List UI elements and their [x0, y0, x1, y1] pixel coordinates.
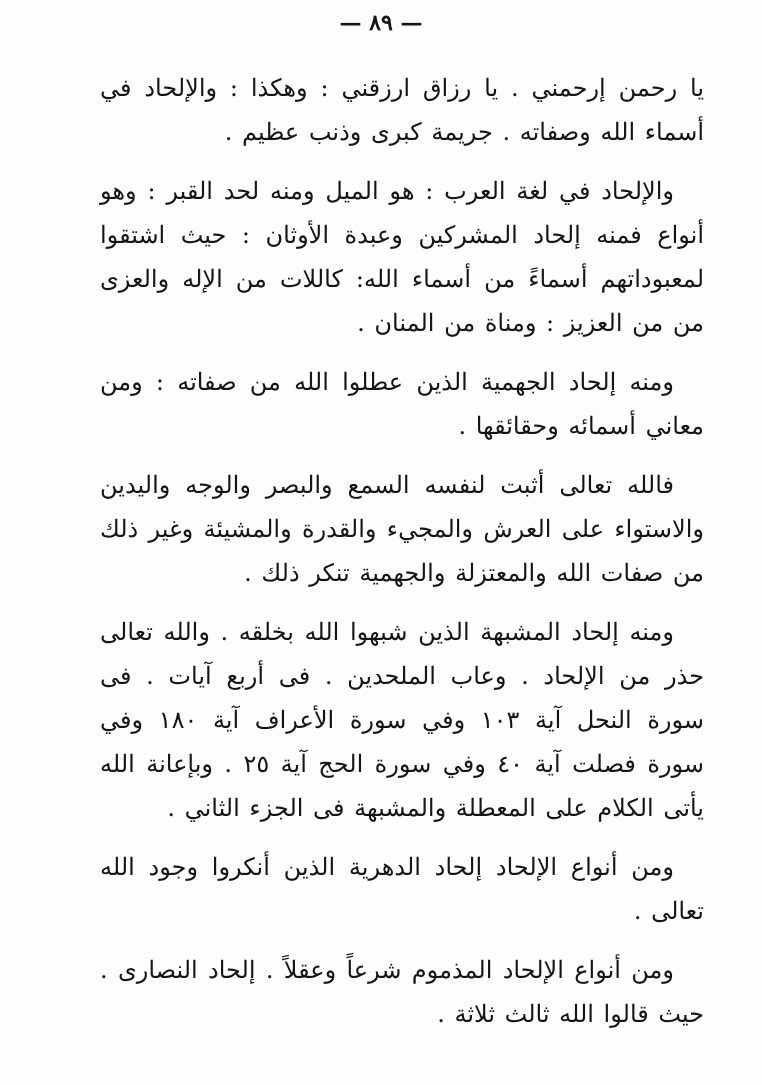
paragraph-7: ومن أنواع الإلحاد المذموم شرعاً وعقلاً . إلحاد النصارى . حيث قالوا الله ثالث ثلاثة .	[100, 956, 704, 1028]
body-text	[100, 66, 704, 1051]
page-number: — ٨٩ —	[339, 10, 423, 36]
paragraph-3: ومنه إلحاد الجهمية الذين عطلوا الله من صفاته : ومن معاني أسمائه وحقائقها .	[100, 368, 704, 440]
paragraph-1: يا رحمن إرحمني . يا رزاق ارزقني : وهكذا : والإلحاد في أسماء الله وصفاته . جريمة كبرى وذنب عظيم .	[100, 74, 704, 146]
paragraph-2: والإلحاد في لغة العرب : هو الميل ومنه لحد القبر : وهو أنواع فمنه إلحاد المشركين وعبدة الأوثان : حيث اشتقوا لمعبوداتهم أسماءً من أسماء الله: كاللات من الإله والعزى من من العزيز : ومناة من المنان .	[100, 177, 704, 337]
paragraph-6: ومن أنواع الإلحاد إلحاد الدهرية الذين أنكروا وجود الله تعالى .	[100, 853, 704, 925]
paragraph-5: ومنه إلحاد المشبهة الذين شبهوا الله بخلقه . والله تعالى حذر من الإلحاد . وعاب الملحدين . فى أربع آيات . فى سورة النحل آية ١٠٣ وفي سورة الأعراف آية ١٨٠ وفي سورة فصلت آية ٤٠ وفي سورة الحج آية ٢٥ . وبإعانة الله يأتى الكلام على المعطلة والمشبهة فى الجزء الثاني .	[100, 618, 704, 822]
paragraph-4: فالله تعالى أثبت لنفسه السمع والبصر والوجه واليدين والاستواء على العرش والمجيء والقدرة والمشيئة وغير ذلك من صفات الله والمعتزلة والجهمية تنكر ذلك .	[100, 471, 704, 587]
